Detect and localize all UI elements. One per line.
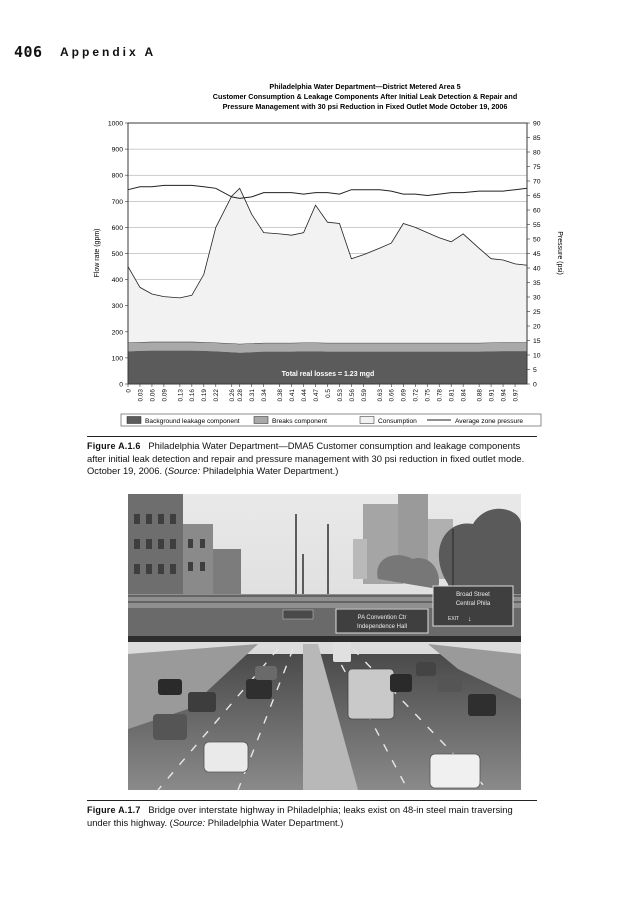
sign-convention-line-2: Independence Hall	[356, 624, 408, 630]
exit-arrow-icon: ↓	[468, 616, 472, 623]
x-tick-label: 0.47	[312, 389, 320, 402]
figure-a16-label: Figure A.1.6	[87, 441, 141, 451]
y2-tick-label: 35	[533, 280, 541, 287]
page-number: 406	[14, 43, 43, 61]
x-tick-label: 0.26	[229, 389, 237, 402]
sign-broad-street-line-2: Central Phila	[455, 601, 491, 607]
sign-broad-street-line-1: Broad Street	[456, 592, 490, 598]
x-tick-label: 0.84	[460, 389, 468, 402]
x-tick-label: 0.78	[436, 389, 444, 402]
y-tick-label: 200	[111, 329, 123, 337]
y-tick-label: 900	[111, 146, 123, 154]
x-tick-label: 0	[125, 389, 133, 393]
x-tick-label: 0.44	[300, 389, 308, 402]
x-tick-label: 0.97	[512, 389, 520, 402]
y-tick-label: 300	[111, 303, 123, 311]
x-tick-label: 0.63	[376, 389, 384, 402]
y-axis-label: Flow rate (gpm)	[94, 228, 101, 278]
x-tick-label: 0.28	[237, 389, 245, 402]
y2-tick-label: 70	[533, 178, 541, 186]
figure-a17-caption	[87, 804, 539, 829]
x-tick-label: 0.88	[476, 389, 484, 402]
x-tick-label: 0.66	[388, 389, 396, 402]
sign-broad-street	[433, 586, 513, 626]
y2-tick-label: 20	[533, 323, 541, 331]
sign-convention-line-1: PA Convention Ctr	[357, 615, 407, 621]
total-losses-annotation: Total real losses = 1.23 mgd	[281, 371, 375, 378]
figure-a17-caption-text: Bridge over interstate highway in Philadelphia; leaks exist on 48-in steel main traversing under this highway. (	[87, 804, 513, 828]
y2-tick-label: 90	[533, 120, 541, 128]
legend-label-background-leakage: Background leakage component	[145, 418, 240, 425]
x-tick-label: 0.41	[288, 389, 296, 402]
y2-tick-label: 85	[533, 135, 541, 142]
x-tick-label: 0.38	[277, 389, 285, 402]
x-tick-label: 0.34	[261, 389, 269, 402]
legend-label-pressure: Average zone pressure	[455, 418, 524, 425]
figure-a17-source-label: Source:	[172, 816, 206, 828]
y2-tick-label: 40	[533, 265, 541, 273]
y-tick-label: 1000	[107, 120, 123, 128]
sign-broad-street-exit: EXIT	[448, 616, 460, 622]
sign-convention-center	[336, 609, 428, 633]
flow-pressure-chart	[85, 78, 565, 430]
y-tick-label: 800	[111, 172, 123, 180]
y-tick-label: 400	[111, 277, 123, 285]
figure-a16-source-label: Source:	[167, 465, 201, 477]
legend-swatch-consumption	[360, 417, 374, 424]
y2-tick-label: 55	[533, 222, 541, 229]
x-tick-label: 0.94	[500, 389, 508, 402]
x-tick-label: 0.09	[161, 389, 169, 402]
y-tick-label: 500	[111, 251, 123, 258]
chart-svg	[85, 78, 565, 430]
x-tick-label: 0.16	[189, 389, 197, 402]
x-tick-label: 0.13	[177, 389, 185, 402]
y2-tick-label: 10	[533, 352, 541, 360]
y-tick-label: 100	[111, 355, 123, 363]
figure-a16-caption-text: Philadelphia Water Department—DMA5 Customer consumption and leakage components after initial leak detection and repair and pressure management with 30 psi reduction in fixed outlet mode. October 19, 2006. (	[87, 440, 525, 477]
figure-a17-source-text: Philadelphia Water Department.)	[205, 816, 344, 828]
series-background-leakage	[128, 351, 527, 384]
legend-label-breaks: Breaks component	[272, 418, 327, 425]
x-tick-label: 0.19	[201, 389, 209, 402]
y2-tick-label: 45	[533, 251, 541, 258]
chart-legend	[121, 414, 541, 426]
y-tick-label: 0	[119, 381, 123, 389]
x-tick-label: 0.59	[360, 389, 368, 402]
y2-tick-label: 80	[533, 149, 541, 157]
x-tick-label: 0.91	[488, 389, 496, 402]
highway-bridge-photo	[128, 494, 521, 790]
figure-a17-label: Figure A.1.7	[87, 805, 141, 815]
x-tick-label: 0.75	[424, 389, 432, 402]
y2-tick-label: 75	[533, 164, 541, 171]
y2-tick-label: 65	[533, 193, 541, 200]
legend-swatch-breaks	[254, 417, 268, 424]
chart-title-line-2: Customer Consumption & Leakage Components After Initial Leak Detection & Repair and	[212, 92, 518, 101]
y2-tick-label: 25	[533, 309, 541, 316]
caption-rule-a17	[87, 800, 537, 801]
x-tick-label: 0.03	[137, 389, 145, 402]
y-tick-label: 700	[111, 198, 123, 206]
y2-tick-label: 30	[533, 294, 541, 302]
y2-tick-label: 50	[533, 236, 541, 244]
x-tick-label: 0.31	[249, 389, 257, 402]
x-tick-label: 0.81	[448, 389, 456, 402]
y2-axis-label: Pressure (psi)	[556, 231, 563, 275]
x-tick-label: 0.69	[400, 389, 408, 402]
x-tick-label: 0.22	[213, 389, 221, 402]
y2-tick-label: 0	[533, 381, 537, 389]
chart-title-line-3: Pressure Management with 30 psi Reduction in Fixed Outlet Mode October 19, 2006	[222, 102, 508, 111]
x-tick-label: 0.5	[324, 389, 332, 398]
sign-small-left	[283, 610, 313, 619]
figure-a16-caption	[87, 440, 539, 478]
legend-label-consumption: Consumption	[378, 418, 417, 425]
x-tick-label: 0.53	[336, 389, 344, 402]
figure-a16-source-text: Philadelphia Water Department.)	[200, 465, 339, 477]
x-tick-label: 0.56	[348, 389, 356, 402]
y2-tick-label: 15	[533, 338, 541, 345]
x-tick-label: 0.06	[149, 389, 157, 402]
y-tick-label: 600	[111, 224, 123, 232]
running-title: Appendix A	[60, 45, 157, 59]
x-tick-label: 0.72	[412, 389, 420, 402]
caption-rule-a16	[87, 436, 537, 437]
y2-tick-label: 5	[533, 367, 537, 374]
y2-tick-label: 60	[533, 207, 541, 215]
chart-title-line-1: Philadelphia Water Department—District Metered Area 5	[269, 82, 461, 91]
legend-swatch-background-leakage	[127, 417, 141, 424]
